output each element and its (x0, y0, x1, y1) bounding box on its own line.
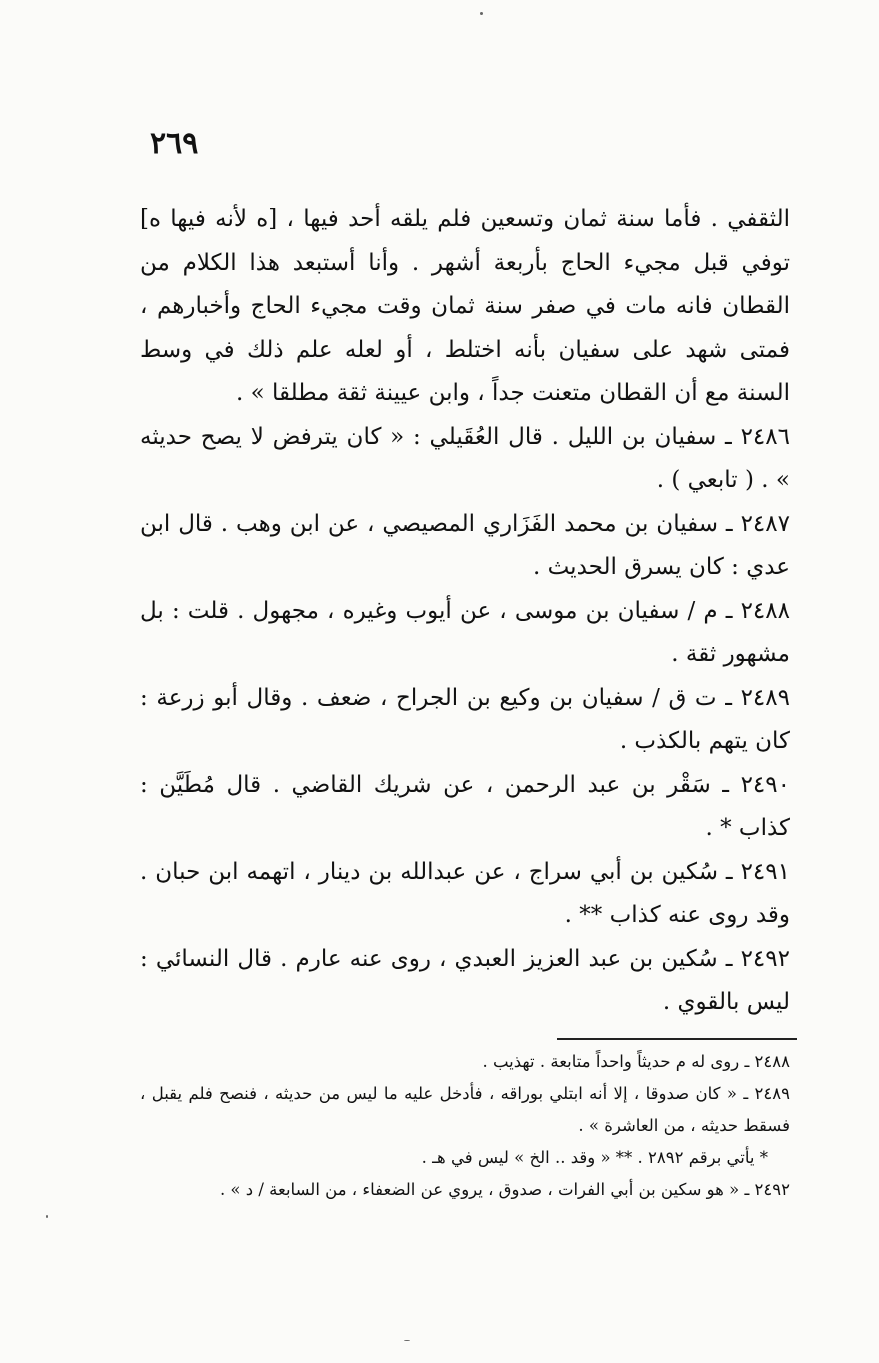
entry-2492: ٢٤٩٢ ـ سُكين بن عبد العزيز العبدي ، روى عنه عارم . قال النسائي : ليس بالقوي . (140, 945, 790, 1015)
footnote-asterisk: * يأتي برقم ٢٨٩٢ . ** « وقد .. الخ » ليس في هـ . (421, 1148, 768, 1167)
entry-2486: ٢٤٨٦ ـ سفيان بن الليل . قال العُقَيلي : « كان يترفض لا يصح حديثه » . ( تابعي ) . (140, 423, 790, 493)
entry-2488: ٢٤٨٨ ـ م / سفيان بن موسى ، عن أيوب وغيره ، مجهول . قلت : بل مشهور ثقة . (140, 597, 790, 667)
footnote-2492: ٢٤٩٢ ـ « هو سكين بن أبي الفرات ، صدوق ، يروي عن الضعفاء ، من السابعة / د » . (219, 1180, 790, 1199)
scan-speck (404, 1340, 410, 1341)
footnote-separator (557, 1038, 797, 1040)
entry-2487: ٢٤٨٧ ـ سفيان بن محمد الفَزَاري المصيصي ، عن ابن وهب . قال ابن عدي : كان يسرق الحديث . (140, 510, 790, 580)
footnote-2488: ٢٤٨٨ ـ روى له م حديثاً واحداً متابعة . تهذيب . (482, 1052, 790, 1071)
footnotes (140, 1046, 790, 1206)
footnote-2489: ٢٤٨٩ ـ « كان صدوقا ، إلا أنه ابتلي بوراقه ، فأدخل عليه ما ليس من حديثه ، فنصح فلم يقبل ، فسقط حديثه ، من العاشرة » . (140, 1084, 790, 1135)
scan-speck (480, 12, 483, 15)
main-text (140, 198, 790, 1025)
entry-2491: ٢٤٩١ ـ سُكين بن أبي سراج ، عن عبدالله بن دينار ، اتهمه ابن حبان . وقد روى عنه كذاب ** . (140, 858, 790, 928)
page-number: ٢٦٩ (150, 126, 199, 161)
scan-speck (46, 1215, 48, 1218)
entry-2489: ٢٤٨٩ ـ ت ق / سفيان بن وكيع بن الجراح ، ضعف . وقال أبو زرعة : كان يتهم بالكذب . (140, 684, 790, 754)
entry-2490: ٢٤٩٠ ـ سَقْر بن عبد الرحمن ، عن شريك القاضي . قال مُطَيَّن : كذاب * . (140, 771, 790, 841)
intro-paragraph: الثقفي . فأما سنة ثمان وتسعين فلم يلقه أحد فيها ، [ه لأنه فيها ه] توفي قبل مجيء الحاج بأربعة أشهر . وأنا أستبعد هذا الكلام من القطان فانه مات في صفر سنة ثمان وقت مجيء الحاج وأخبارهم ، فمتى شهد على سفيان بأنه اختلط ، أو لعله علم ذلك في وسط السنة مع أن القطان متعنت جداً ، وابن عيينة ثقة مطلقا » . (140, 206, 790, 406)
